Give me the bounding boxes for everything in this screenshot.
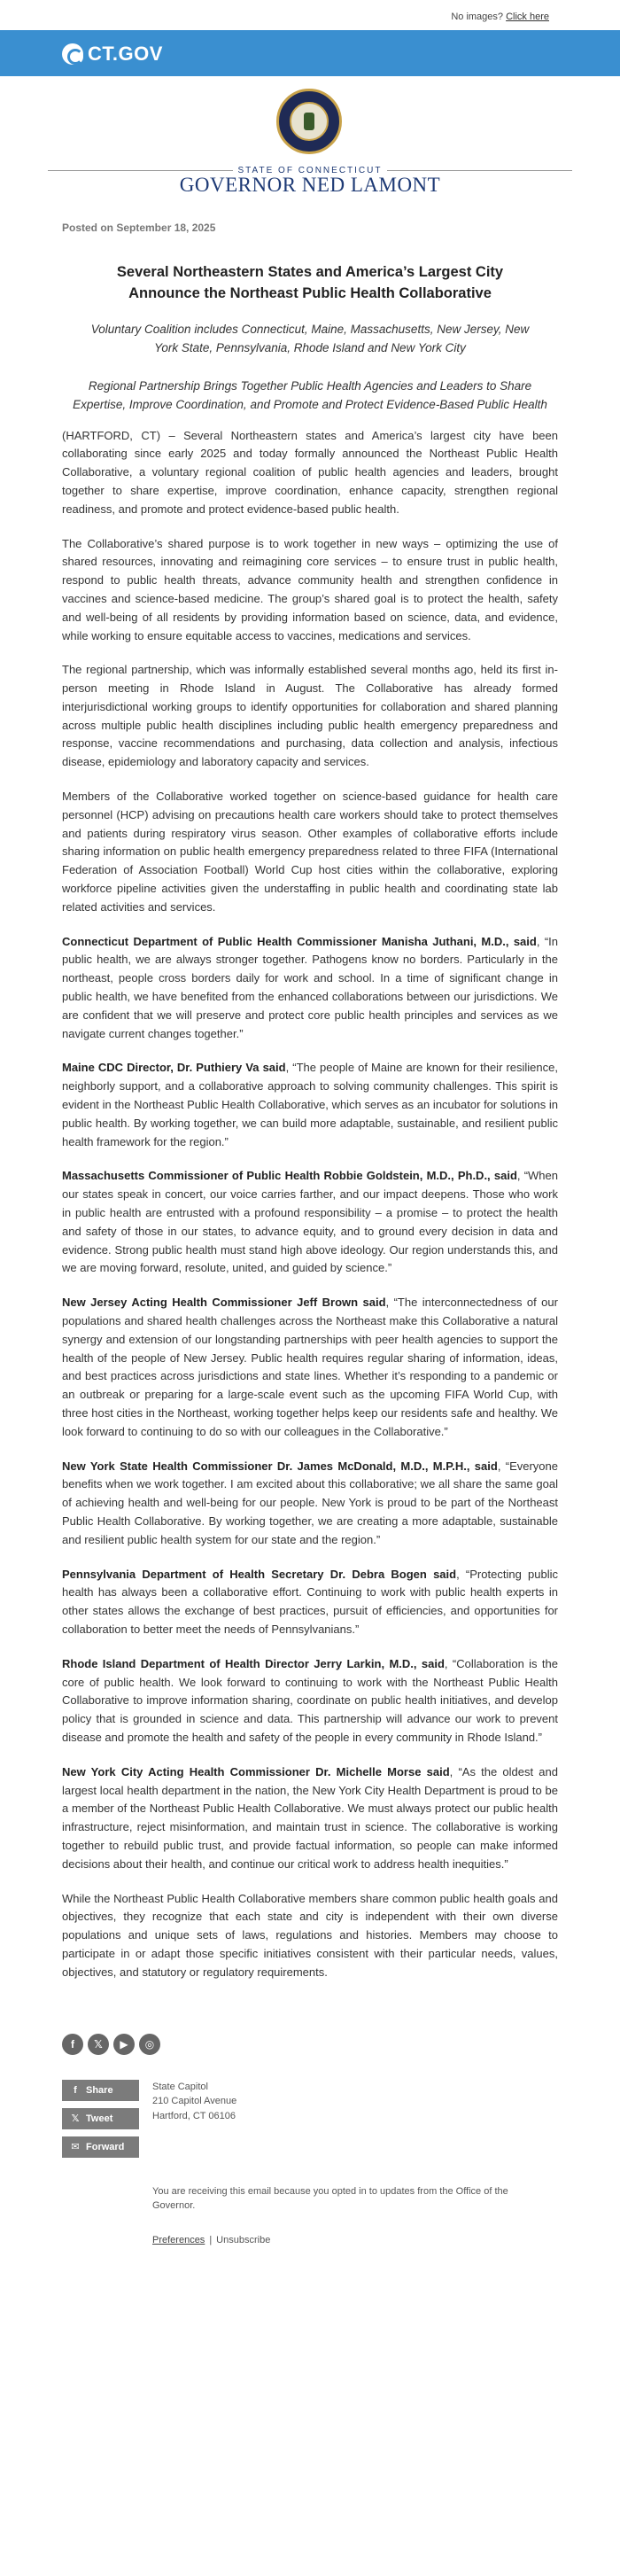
state-label: STATE OF CONNECTICUT <box>0 166 620 175</box>
governor-header <box>0 76 620 197</box>
youtube-icon[interactable]: ▶ <box>113 2034 135 2055</box>
quote-text: , “Collaboration is the core of public health. We look forward to continuing to work with the Northeast Public Health Collaborative to improve information sharing, coordinate on public health initiatives, and develop policy that is grounded in science and data. This partnership will advance our work to prevent disease and promote the health and safety of the people in every community in Rhode Island.” <box>62 1656 558 1744</box>
forward-button[interactable] <box>62 2136 139 2158</box>
paragraph-partnership: The regional partnership, which was informally established several months ago, held its first in-person meeting in Rhode Island in August. The Collaborative has already formed interjurisdictional working groups to identify opportunities for collaboration and shared planning across multiple public health disciplines including public health emergency preparedness and response, vaccine recommendations and purchasing, data collection and analysis, infectious disease, epidemiology and laboratory capacity and services. <box>62 663 558 769</box>
footer <box>62 2080 558 2165</box>
tweet-label: Tweet <box>86 2113 113 2124</box>
state-seal-icon <box>276 89 342 154</box>
quote-text: , “The people of Maine are known for their resilience, neighborly support, and a collaborative approach to solving community challenges. This spirit is evident in the Northeast Public Health Collaborative, which serves as an incubator for solutions in public health. By working together, we can build more adaptable, sustainable, and resilient public health framework for the region.” <box>62 1061 558 1148</box>
posted-date: Posted on September 18, 2025 <box>62 222 216 234</box>
top-bar <box>0 0 620 30</box>
ct-gov-logo-text: CT.GOV <box>88 43 163 65</box>
share-buttons <box>62 2080 139 2165</box>
quote-text: , “In public health, we are always stronger together. Pathogens know no borders. Particularly in the northeast, people cross borders daily for work and school. In a time of significant change in public health, we have benefited from the enhanced collaborations between our jurisdictions. We are confident that we will preserve and protect core public health principles and services as we navigate current changes together.” <box>62 934 558 1040</box>
ct-gov-logo[interactable] <box>62 43 163 66</box>
quote-new-jersey <box>62 1294 558 1441</box>
forward-label: Forward <box>86 2141 125 2152</box>
quote-maine <box>62 1059 558 1151</box>
instagram-icon[interactable]: ◎ <box>139 2034 160 2055</box>
ct-gov-banner <box>0 30 620 76</box>
quote-speaker: Rhode Island Department of Health Director Jerry Larkin, M.D., said <box>62 1656 445 1670</box>
link-separator: | <box>209 2234 213 2245</box>
address-line-3: Hartford, CT 06106 <box>152 2110 236 2121</box>
quote-new-york-city <box>62 1763 558 1874</box>
unsubscribe-link[interactable]: Unsubscribe <box>216 2234 271 2245</box>
preferences-link[interactable]: Preferences <box>152 2234 205 2245</box>
quote-text: , “The interconnectedness of our populations and shared health challenges across the Northeast make this Collaborative a natural synergy and extension of our longstanding partnerships with peer health agencies to support the health of the people of New Jersey. Public health requires regular sharing of information, ideas, and best practices across jurisdictions and state lines. Whether it’s responding to a pandemic or an outbreak or preparing for a large-scale event such as the upcoming FIFA World Cup, with three host cities in the Northeast, working together helps keep our residents safe and healthy. We look forward to continuing to do so with our colleagues in the Collaborative.” <box>62 1296 558 1438</box>
email-forward-icon: ✉ <box>71 2142 80 2152</box>
subhead-coalition: Voluntary Coalition includes Connecticut, Maine, Massachusetts, New Jersey, New York State, Pennsylvania, Rhode Island and New York City <box>90 322 530 354</box>
address-line-1: State Capitol <box>152 2081 208 2092</box>
facebook-icon[interactable]: f <box>62 2034 83 2055</box>
opt-in-notice: You are receiving this email because you opted in to updates from the Office of the Governor. <box>152 2185 508 2211</box>
quote-speaker: Maine CDC Director, Dr. Puthiery Va said <box>62 1061 286 1075</box>
quote-text: , “When our states speak in concert, our voice carries farther, and our impact deepens. Those who work in public health are entrusted with a profound responsibility – a promise – to protect the health and safety of those in our states, to advance equity, and to ground every decision in data and evidence. Strong public health must stand high above ideology. Our region understands this, and we are moving forward, resolute, united, and guided by science.” <box>62 1169 558 1275</box>
article-body <box>0 222 620 2281</box>
quote-speaker: Massachusetts Commissioner of Public Health Robbie Goldstein, M.D., Ph.D., said <box>62 1169 517 1183</box>
footer-meta <box>152 2184 558 2245</box>
share-label: Share <box>86 2084 113 2096</box>
ct-gov-logo-icon <box>62 43 83 65</box>
quote-new-york-state <box>62 1458 558 1550</box>
paragraph-closing: While the Northeast Public Health Collaborative members share common public health goals and objectives, they recognize that each state and city is independent with their own diverse populations and unique sets of laws, regulations and histories. Members may choose to participate in or adapt those specific initiatives consistent with their particular needs, values, objectives, and statutory or regulatory requirements. <box>62 1891 558 1979</box>
paragraph-intro: (HARTFORD, CT) – Several Northeastern states and America’s largest city have been collaborating since early 2025 and today formally announced the Northeast Public Health Collaborative, a voluntary regional coalition of public health agencies and leaders, brought together to share expertise, improve coordination, enhance capacity, strengthen regional readiness, and promote and protect evidence-based public health. <box>62 428 558 516</box>
twitter-share-icon: 𝕏 <box>71 2113 80 2124</box>
social-links <box>62 2034 558 2055</box>
footer-links <box>152 2235 558 2245</box>
quote-speaker: New York State Health Commissioner Dr. James McDonald, M.D., M.P.H., said <box>62 1459 498 1473</box>
quote-speaker: New York City Acting Health Commissioner Dr. Michelle Morse said <box>62 1764 450 1778</box>
quote-speaker: Pennsylvania Department of Health Secretary Dr. Debra Bogen said <box>62 1567 457 1581</box>
quote-speaker: Connecticut Department of Public Health Commissioner Manisha Juthani, M.D., said <box>62 934 537 948</box>
headline: Several Northeastern States and America’s Largest City Announce the Northeast Public Health Collaborative <box>116 264 504 301</box>
bottom-spacer <box>62 2245 558 2281</box>
quote-massachusetts <box>62 1167 558 1278</box>
quote-text: , “As the oldest and largest local health department in the nation, the New York City Health Department is proud to be a member of the Northeast Public Health Collaborative. We must always protect our public health infrastructure, reject misinformation, and maintain trust in science. The collaborative is working together to rebuild public trust, and provide factual information, so people can make informed decisions about their health, and continue our critical work to address health inequities.” <box>62 1764 558 1871</box>
seal-inner <box>290 102 329 141</box>
share-button[interactable] <box>62 2080 139 2101</box>
seal-grapevine-icon <box>304 113 314 130</box>
no-images-notice <box>451 12 549 22</box>
governor-title: GOVERNOR NED LAMONT <box>179 174 441 196</box>
facebook-share-icon: f <box>74 2084 77 2096</box>
no-images-text: No images? <box>451 12 504 22</box>
quote-rhode-island <box>62 1655 558 1747</box>
quote-connecticut <box>62 933 558 1044</box>
address-line-2: 210 Capitol Avenue <box>152 2096 237 2106</box>
quote-text: , “Everyone benefits when we work together. I am excited about this collaborative; we all share the same goal of achieving health and well-being for our people. New York is proud to be part of the Northeast Public Health Collaborative. By working together, we are creating a more adaptable, sustainable and resilient public health system for our state and the region.” <box>62 1459 559 1546</box>
footer-info <box>152 2080 236 2165</box>
quote-pennsylvania <box>62 1566 558 1639</box>
paragraph-purpose: The Collaborative’s shared purpose is to work together in new ways – optimizing the use of shared resources, innovating and reimagining core services – to ensure trust in public health, respond to public health threats, advance community health and strengthen confidence in vaccines and science-based medicine. The group’s shared goal is to protect the health, safety and well-being of all residents by providing information based on science, data, and evidence, while working to ensure equitable access to vaccines, medications and services. <box>62 536 558 642</box>
subhead-partnership: Regional Partnership Brings Together Public Health Agencies and Leaders to Share Expertise, Improve Coordination, and Promote and Protect Evidence-Based Public Health <box>73 378 547 411</box>
x-icon[interactable]: 𝕏 <box>88 2034 109 2055</box>
click-here-link[interactable]: Click here <box>506 12 549 22</box>
quote-speaker: New Jersey Acting Health Commissioner Jeff Brown said <box>62 1296 386 1310</box>
quote-text: , “Protecting public health has always been a collaborative effort. Continuing to work with public health experts in other states allows the exchange of best practices, pursuit of efficiencies, and opportunities for collaboration to better meet the needs of Pennsylvanians.” <box>62 1567 558 1636</box>
tweet-button[interactable] <box>62 2108 139 2129</box>
paragraph-examples: Members of the Collaborative worked together on science-based guidance for health care personnel (HCP) advising on precautions health care workers should take to protect themselves and patients during respiratory virus season. Other examples of collaborative efforts include sharing information on public health emergency preparedness related to three FIFA (International Federation of Association Football) World Cup host cities within the collaborative, exploring workforce pipeline activities given the understaffing in public health and coordinating state lab related activities and services. <box>62 790 558 914</box>
